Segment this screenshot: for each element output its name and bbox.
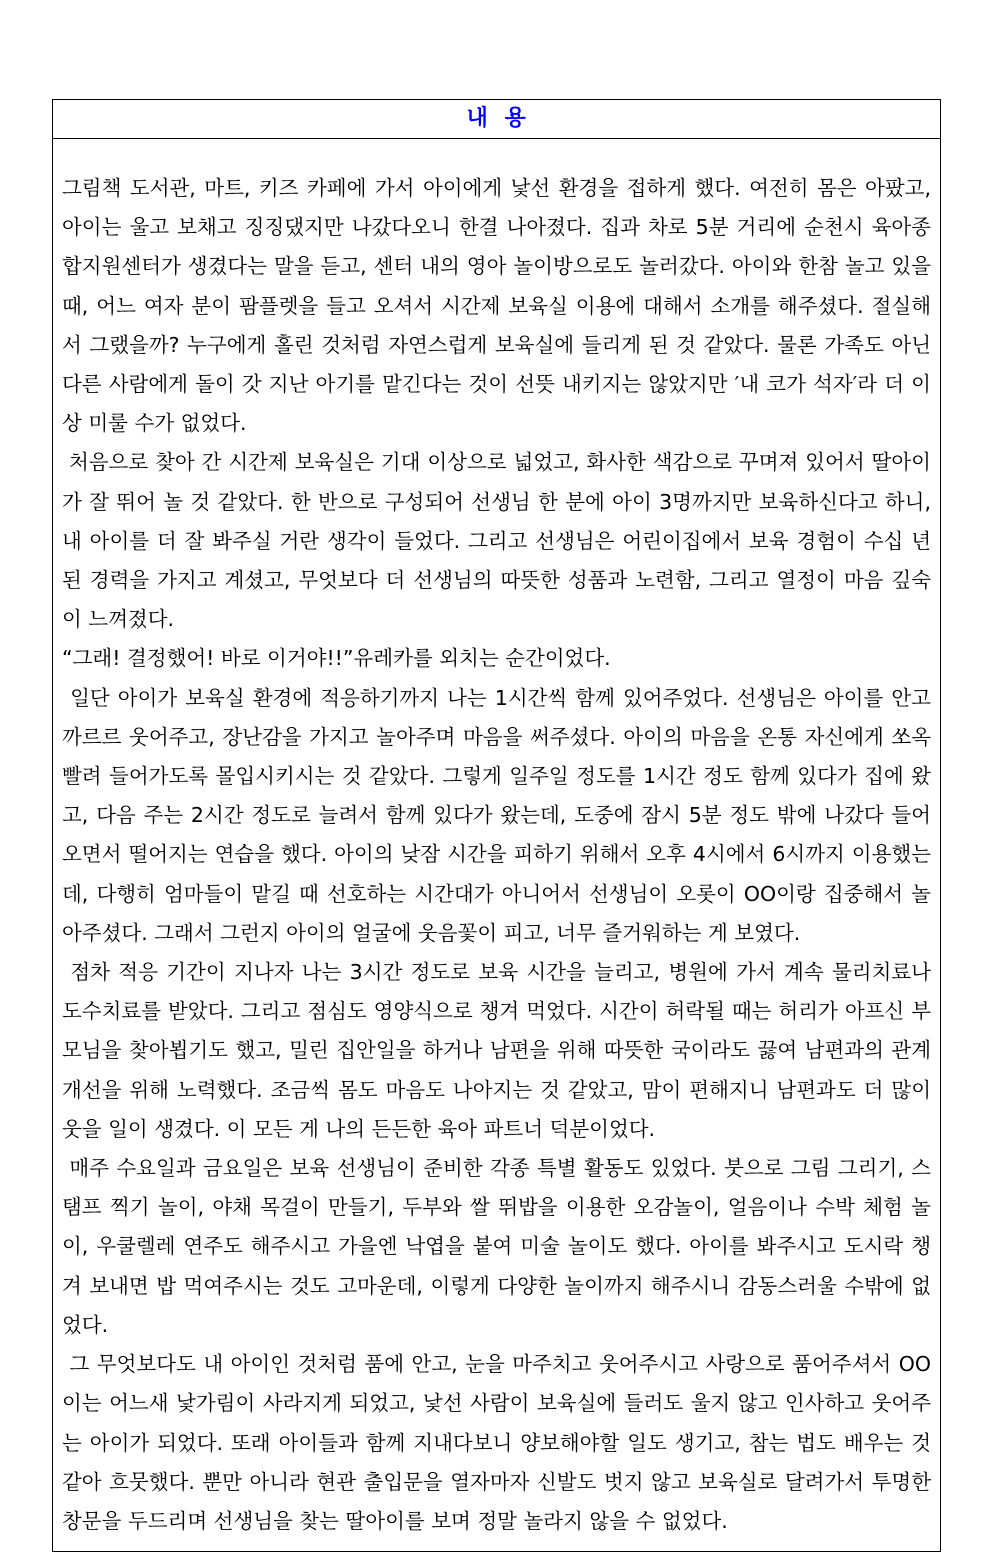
table-header-row xyxy=(53,100,940,139)
content-table xyxy=(52,99,941,1552)
paragraph-7: 그 무엇보다도 내 아이인 것처럼 품에 안고, 눈을 마주치고 웃어주시고 사랑으로 품어주셔서 OO이는 어느새 낯가림이 사라지게 되었고, 낯선 사람이 보육실에 들러도 울지 않고 인사하고 웃어주는 아이가 되었다. 또래 아이들과 함께 지내다보니 양보해야할 일도 생기고, 참는 법도 배우는 것 같아 흐뭇했다. 뿐만 아니라 현관 출입문을 열자마자 신발도 벗지 않고 보육실로 달려가서 투명한 창문을 두드리며 선생님을 찾는 딸아이를 보며 정말 놀라지 않을 수 없었다. xyxy=(62,1352,938,1533)
paragraph-3: “그래! 결정했어! 바로 이거야!!”유레카를 외치는 순간이었다. xyxy=(62,646,611,671)
table-header-title: 내 용 xyxy=(466,106,527,131)
paragraph-6: 매주 수요일과 금요일은 보육 선생님이 준비한 각종 특별 활동도 있었다. 붓으로 그림 그리기, 스탬프 찍기 놀이, 야채 목걸이 만들기, 두부와 쌀 뛰밥을 이용한 오감놀이, 얼음이나 수박 체험 놀이, 우쿨렐레 연주도 해주시고 가을엔 낙엽을 붙여 미술 놀이도 했다. 아이를 봐주시고 도시락 챙겨 보내면 밥 먹여주시는 것도 고마운데, 이렇게 다양한 놀이까지 해주시니 감동스러울 수밖에 없었다. xyxy=(62,1156,931,1337)
paragraph-2: 처음으로 찾아 간 시간제 보육실은 기대 이상으로 넓었고, 화사한 색감으로 꾸며져 있어서 딸아이가 잘 뛰어 놀 것 같았다. 한 반으로 구성되어 선생님 한 분에 아이 3명까지만 보육하신다고 하니, 내 아이를 더 잘 봐주실 거란 생각이 들었다. 그리고 선생님은 어린이집에서 보육 경험이 수십 년 된 경력을 가지고 계셨고, 무엇보다 더 선생님의 따뜻한 성품과 노련함, 그리고 열정이 마음 깊숙이 느껴졌다. xyxy=(62,450,938,632)
paragraph-5: 점차 적응 기간이 지나자 나는 3시간 정도로 보육 시간을 늘리고, 병원에 가서 계속 물리치료나 도수치료를 받았다. 그리고 점심도 영양식으로 챙겨 먹었다. 시간이 허락될 때는 허리가 아프신 부모님을 찾아뵙기도 했고, 밀린 집안일을 하거나 남편을 위해 따뜻한 국이라도 끓여 남편과의 관계 개선을 위해 노력했다. 조금씩 몸도 마음도 나아지는 것 같았고, 맘이 편해지니 남편과도 더 많이 웃을 일이 생겼다. 이 모든 게 나의 든든한 육아 파트너 덕분이었다. xyxy=(62,960,938,1141)
table-body-cell xyxy=(53,139,940,1551)
paragraph-1: 그림책 도서관, 마트, 키즈 카페에 가서 아이에게 낯선 환경을 접하게 했다. 여전히 몸은 아팠고, 아이는 울고 보채고 징징댔지만 나갔다오니 한결 나아졌다. 집과 차로 5분 거리에 순천시 육아종합지원센터가 생겼다는 말을 듣고, 센터 내의 영아 놀이방으로도 놀러갔다. 아이와 한참 놀고 있을 때, 어느 여자 분이 팜플렛을 들고 오셔서 시간제 보육실 이용에 대해서 소개를 해주셨다. 절실해서 그랬을까? 누구에게 홀린 것처럼 자연스럽게 보육실에 들리게 된 것 같았다. 물론 가족도 아닌 다른 사람에게 돌이 갓 지난 아기를 맡긴다는 것이 선뜻 내키지는 않았지만 ′내 코가 석자′라 더 이상 미룰 수가 없었다. xyxy=(62,176,938,436)
paragraph-4: 일단 아이가 보육실 환경에 적응하기까지 나는 1시간씩 함께 있어주었다. 선생님은 아이를 안고 까르르 웃어주고, 장난감을 가지고 놀아주며 마음을 써주셨다. 아이의 마음을 온통 자신에게 쏘옥 빨려 들어가도록 몰입시키시는 것 같았다. 그렇게 일주일 정도를 1시간 정도 함께 있다가 집에 왔고, 다음 주는 2시간 정도로 늘려서 함께 있다가 왔는데, 도중에 잠시 5분 정도 밖에 나갔다 들어오면서 떨어지는 연습을 했다. 아이의 낮잠 시간을 피하기 위해서 오후 4시에서 6시까지 이용했는데, 다행히 엄마들이 맡길 때 선호하는 시간대가 아니어서 선생님이 오롯이 OO이랑 집중해서 놀아주셨다. 그래서 그런지 아이의 얼굴에 웃음꽃이 피고, 너무 즐거워하는 게 보였다. xyxy=(62,685,938,945)
